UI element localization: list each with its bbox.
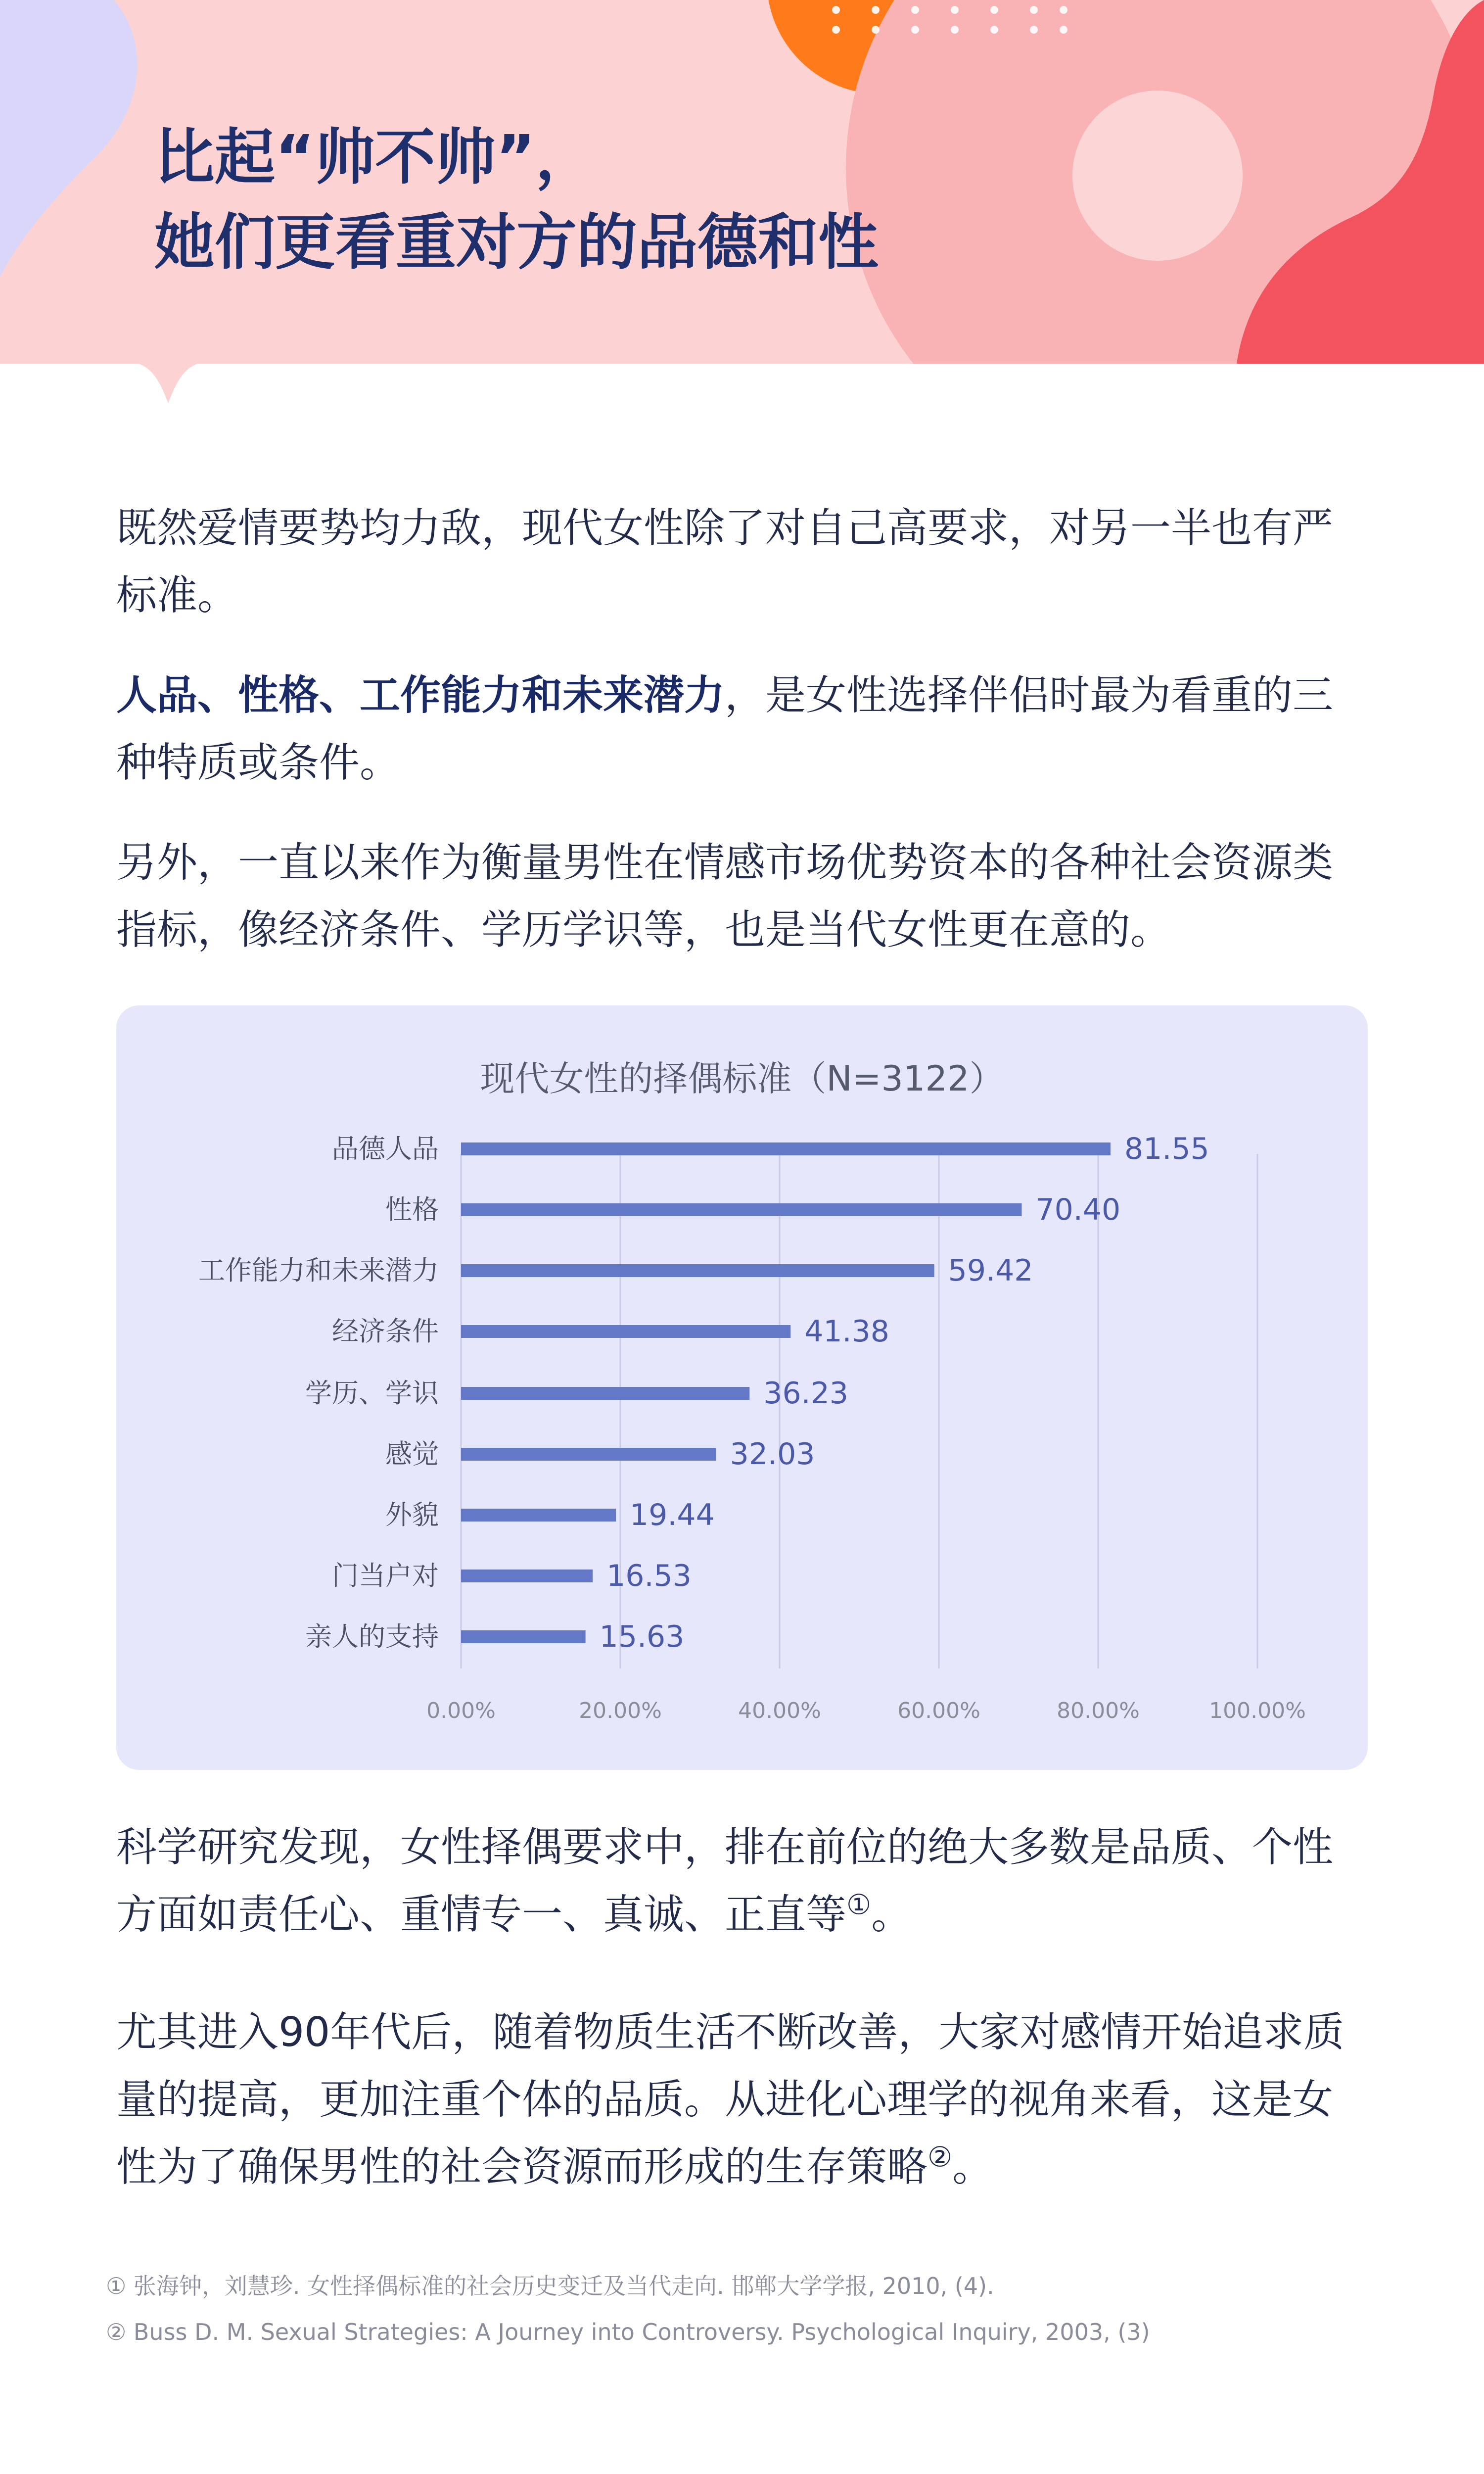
data-label: 16.53 [606,1559,692,1593]
paragraph-social-resources: 另外，一直以来作为衡量男性在情感市场优势资本的各种社会资源类指标，像经济条件、学历学识等，也是当代女性更在意的。 [116,839,1334,953]
category-label: 亲人的支持 [305,1621,439,1652]
page-title [154,115,879,285]
paragraph-evolution [116,1999,1373,2201]
data-label: 36.23 [763,1376,849,1411]
x-tick-label: 80.00% [1057,1698,1140,1723]
data-label: 32.03 [730,1437,815,1472]
footnote-1: ① 张海钟，刘慧珍. 女性择偶标准的社会历史变迁及当代走向. 邯郸大学学报, 2010, (4). [106,2273,994,2299]
bar [461,1387,749,1400]
data-label: 70.40 [1035,1192,1121,1227]
x-tick-label: 40.00% [738,1698,821,1723]
category-label: 外貌 [385,1499,439,1530]
category-label: 品德人品 [332,1133,439,1164]
category-label: 门当户对 [332,1560,439,1591]
bar [461,1142,1111,1155]
chart-card [116,1005,1368,1770]
bar [461,1509,616,1522]
x-tick-label: 20.00% [579,1698,662,1723]
bar [461,1448,716,1461]
footnote-ref-2[interactable]: ② [928,2141,953,2174]
data-label: 19.44 [629,1498,715,1532]
footnote-2: ② Buss D. M. Sexual Strategies: A Journey into Controversy. Psychological Inquiry, 2003, (3) [106,2319,1150,2345]
paragraph-top-traits-rest: ，是女性选择伴侣时最为看重的三种特质或条件。 [116,672,1334,786]
paragraph-evolution-end: 。 [952,2143,993,2190]
bar-chart [116,1005,1368,1770]
data-label: 41.38 [804,1314,889,1349]
bar [461,1203,1021,1216]
x-tick-label: 100.00% [1209,1698,1306,1723]
bar [461,1264,934,1277]
footnote-ref-1[interactable]: ① [846,1889,872,1921]
data-label: 81.55 [1124,1132,1209,1166]
paragraph-evolution-text: 尤其进入90年代后，随着物质生活不断改善，大家对感情开始追求质量的提高，更加注重个体的品质。从进化心理学的视角来看，这是女性为了确保男性的社会资源而形成的生存策略 [116,2009,1345,2190]
page-title-line1: 比起“帅不帅”， [154,122,596,192]
paragraph-top-traits-highlight: 人品、性格、工作能力和未来潜力 [116,672,725,719]
category-label: 工作能力和未来潜力 [198,1255,439,1286]
category-label: 经济条件 [332,1316,439,1347]
paragraph-research-text: 科学研究发现，女性择偶要求中，排在前位的绝大多数是品质、个性方面如责任心、重情专一、真诚、正直等 [116,1824,1334,1938]
paragraph-intro: 既然爱情要势均力敌，现代女性除了对自己高要求，对另一半也有严标准。 [116,505,1334,619]
page-title-line2: 她们更看重对方的品德和性 [154,207,879,278]
paragraph-research-end: 。 [871,1891,912,1938]
x-tick-label: 0.00% [426,1698,496,1723]
bar [461,1570,593,1582]
data-label: 15.63 [599,1619,685,1654]
category-label: 感觉 [385,1438,439,1470]
paragraph-top-traits [116,662,1373,797]
category-label: 学历、学识 [305,1378,439,1409]
chart-title: 现代女性的择偶标准（N=3122） [480,1058,1004,1099]
header-notch-decoration [139,364,198,408]
data-label: 59.42 [948,1253,1033,1288]
header-banner [0,0,1484,364]
bar [461,1630,586,1643]
x-tick-label: 60.00% [897,1698,980,1723]
paragraph-research [116,1814,1373,1949]
bar [461,1325,790,1338]
category-label: 性格 [385,1194,439,1225]
